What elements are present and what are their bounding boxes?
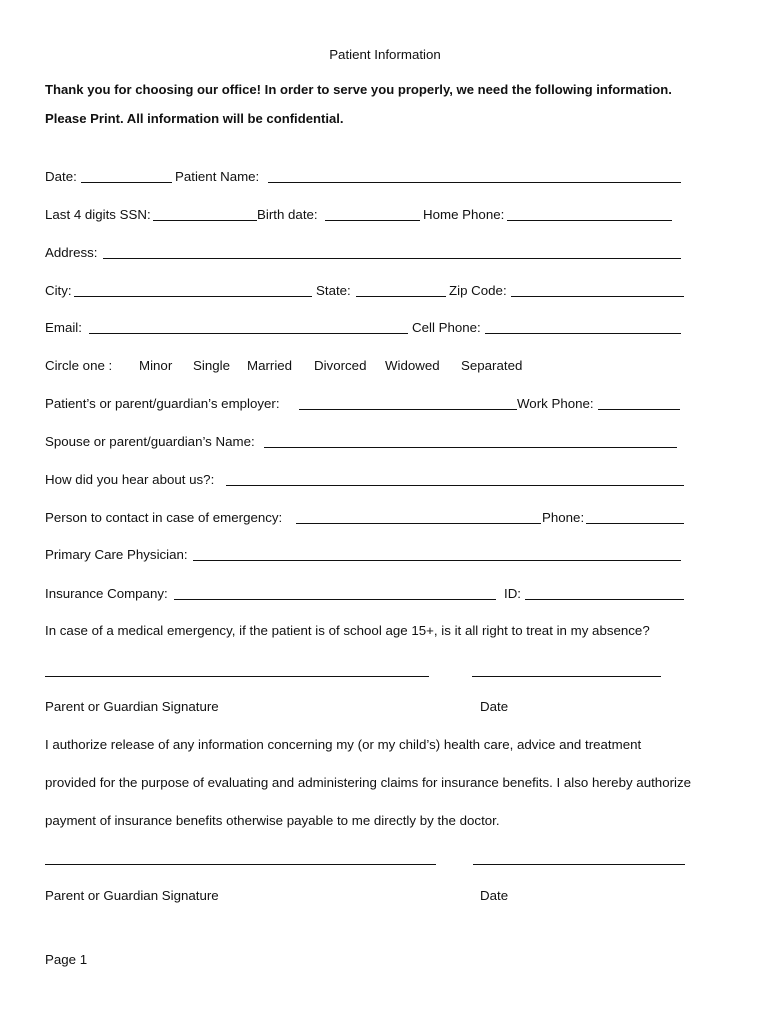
insurance-label: Insurance Company: bbox=[45, 586, 168, 601]
address-field[interactable] bbox=[103, 258, 681, 259]
date-field[interactable] bbox=[81, 182, 172, 183]
insurance-id-field[interactable] bbox=[525, 599, 684, 600]
emergency-phone-label: Phone: bbox=[542, 510, 585, 525]
signature-date-line-2[interactable] bbox=[473, 864, 685, 865]
page-title: Patient Information bbox=[329, 47, 441, 62]
signature-line-2[interactable] bbox=[45, 864, 436, 865]
city-field[interactable] bbox=[74, 296, 312, 297]
spouse-label: Spouse or parent/guardian’s Name: bbox=[45, 434, 255, 449]
address-label: Address: bbox=[45, 245, 98, 260]
authorization-line-3: payment of insurance benefits otherwise payable to me directly by the doctor. bbox=[45, 813, 500, 828]
page-number: Page 1 bbox=[45, 952, 88, 967]
work-phone-label: Work Phone: bbox=[517, 396, 594, 411]
spouse-field[interactable] bbox=[264, 447, 677, 448]
option-married[interactable]: Married bbox=[247, 358, 293, 373]
state-field[interactable] bbox=[356, 296, 446, 297]
authorization-line-2: provided for the purpose of evaluating and administering claims for insurance benefits. I also hereby authorize bbox=[45, 775, 692, 790]
option-widowed[interactable]: Widowed bbox=[385, 358, 440, 373]
cell-phone-label: Cell Phone: bbox=[412, 320, 481, 335]
option-divorced[interactable]: Divorced bbox=[314, 358, 367, 373]
physician-label: Primary Care Physician: bbox=[45, 547, 188, 562]
birth-date-field[interactable] bbox=[325, 220, 420, 221]
patient-name-field[interactable] bbox=[268, 182, 681, 183]
cell-phone-field[interactable] bbox=[485, 333, 681, 334]
signature-label-1: Parent or Guardian Signature bbox=[45, 699, 219, 714]
signature-date-label-1: Date bbox=[480, 699, 509, 714]
emergency-contact-label: Person to contact in case of emergency: bbox=[45, 510, 283, 525]
home-phone-field[interactable] bbox=[507, 220, 672, 221]
emergency-phone-field[interactable] bbox=[586, 523, 684, 524]
patient-name-label: Patient Name: bbox=[175, 169, 260, 184]
option-minor[interactable]: Minor bbox=[139, 358, 173, 373]
ssn-label: Last 4 digits SSN: bbox=[45, 207, 151, 222]
insurance-field[interactable] bbox=[174, 599, 496, 600]
zip-field[interactable] bbox=[511, 296, 684, 297]
work-phone-field[interactable] bbox=[598, 409, 680, 410]
emergency-treatment-question: In case of a medical emergency, if the patient is of school age 15+, is it all right to treat in my absence? bbox=[45, 623, 650, 638]
signature-line-1[interactable] bbox=[45, 676, 429, 677]
physician-field[interactable] bbox=[193, 560, 681, 561]
hear-about-field[interactable] bbox=[226, 485, 684, 486]
employer-field[interactable] bbox=[299, 409, 517, 410]
state-label: State: bbox=[316, 283, 351, 298]
signature-date-line-1[interactable] bbox=[472, 676, 661, 677]
circle-one-label: Circle one : bbox=[45, 358, 113, 373]
signature-date-label-2: Date bbox=[480, 888, 509, 903]
authorization-line-1: I authorize release of any information concerning my (or my child’s) health care, advice and treatment bbox=[45, 737, 642, 752]
city-label: City: bbox=[45, 283, 72, 298]
signature-label-2: Parent or Guardian Signature bbox=[45, 888, 219, 903]
home-phone-label: Home Phone: bbox=[423, 207, 505, 222]
email-field[interactable] bbox=[89, 333, 408, 334]
date-label: Date: bbox=[45, 169, 77, 184]
option-separated[interactable]: Separated bbox=[461, 358, 523, 373]
insurance-id-label: ID: bbox=[504, 586, 521, 601]
option-single[interactable]: Single bbox=[193, 358, 230, 373]
zip-label: Zip Code: bbox=[449, 283, 507, 298]
hear-about-label: How did you hear about us?: bbox=[45, 472, 215, 487]
intro-line-2: Please Print. All information will be confidential. bbox=[45, 111, 344, 126]
ssn-field[interactable] bbox=[153, 220, 257, 221]
birth-date-label: Birth date: bbox=[257, 207, 318, 222]
emergency-contact-field[interactable] bbox=[296, 523, 541, 524]
intro-line-1: Thank you for choosing our office! In order to serve you properly, we need the following information. bbox=[45, 82, 672, 97]
employer-label: Patient’s or parent/guardian’s employer: bbox=[45, 396, 280, 411]
email-label: Email: bbox=[45, 320, 82, 335]
